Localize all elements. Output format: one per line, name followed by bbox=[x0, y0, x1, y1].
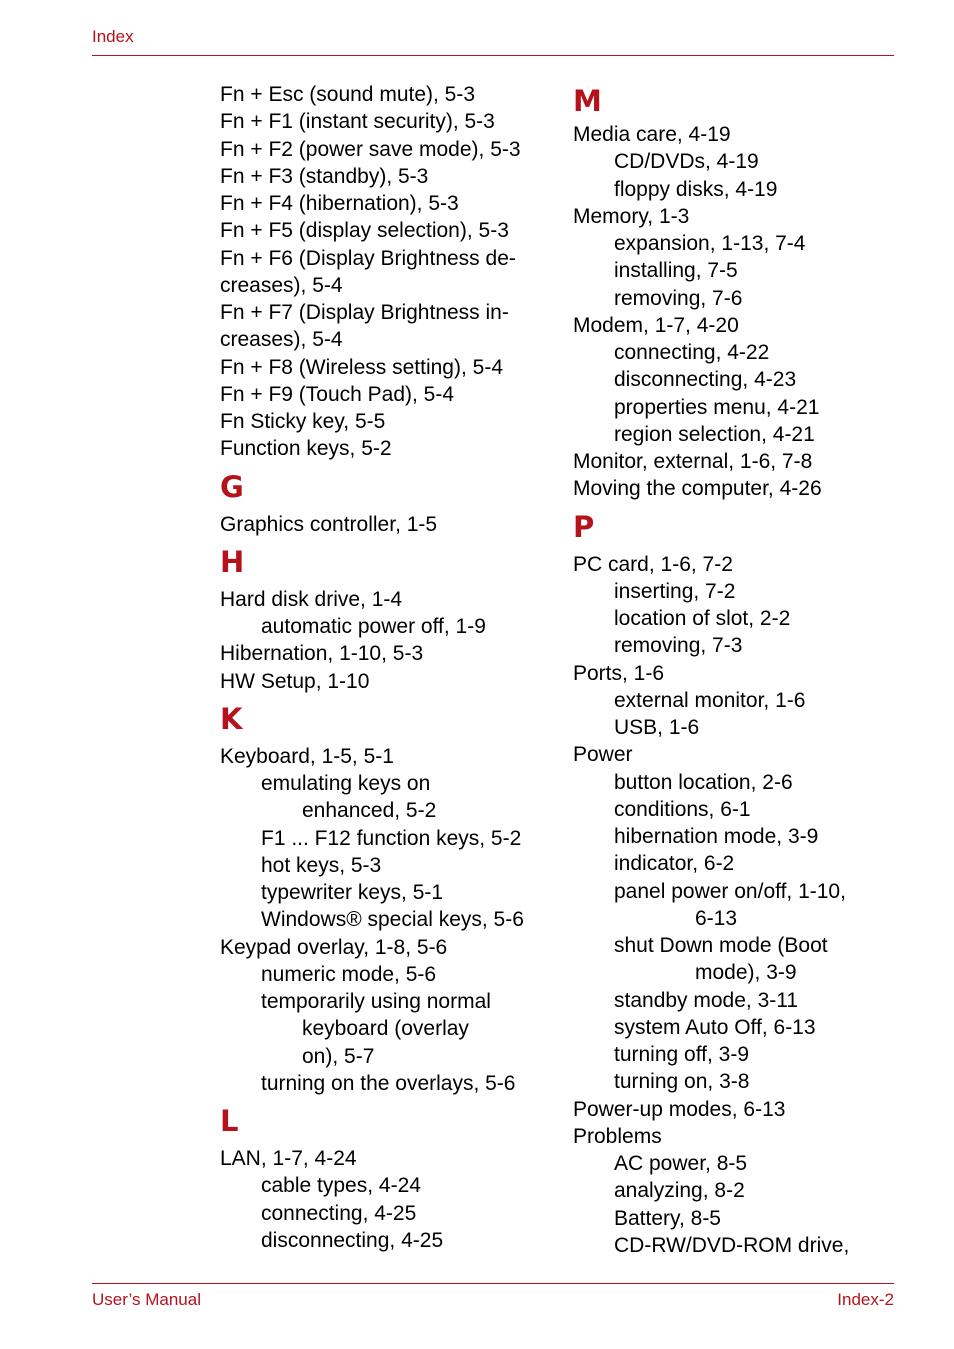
page-number: Index-2 bbox=[837, 1290, 894, 1309]
index-subentry: location of slot, 2-2 bbox=[614, 607, 791, 630]
footer-manual-title: User’s Manual bbox=[92, 1290, 201, 1309]
index-subentry: CD/DVDs, 4-19 bbox=[614, 150, 759, 174]
index-entry: creases), 5-4 bbox=[220, 273, 343, 297]
index-entry: Moving the computer, 4-26 bbox=[573, 477, 822, 501]
index-subentry: turning on the overlays, 5-6 bbox=[261, 1071, 516, 1095]
index-subentry: system Auto Off, 6-13 bbox=[614, 1015, 816, 1039]
index-subentry: disconnecting, 4-23 bbox=[614, 368, 797, 392]
index-subentry: enhanced, 5-2 bbox=[302, 799, 437, 823]
index-entry: Fn + F9 (Touch Pad), 5-4 bbox=[220, 382, 455, 406]
index-entry: Problems bbox=[573, 1124, 662, 1148]
index-subentry: removing, 7-3 bbox=[614, 634, 743, 658]
index-subentry: CD-RW/DVD-ROM drive, bbox=[614, 1233, 850, 1257]
index-entry: Hibernation, 1-10, 5-3 bbox=[220, 642, 424, 666]
index-entry: Power bbox=[573, 743, 633, 767]
index-entry: Fn + F3 (standby), 5-3 bbox=[220, 164, 429, 188]
index-entry: Function keys, 5-2 bbox=[220, 437, 392, 461]
index-subentry: shut Down mode (Boot bbox=[614, 934, 828, 957]
index-subentry: connecting, 4-25 bbox=[261, 1201, 417, 1225]
index-subentry: cable types, 4-24 bbox=[261, 1174, 421, 1198]
index-subentry: mode), 3-9 bbox=[695, 961, 797, 985]
index-subentry: turning off, 3-9 bbox=[614, 1043, 750, 1066]
index-entry: LAN, 1-7, 4-24 bbox=[220, 1147, 357, 1170]
index-entry: Power-up modes, 6-13 bbox=[573, 1097, 786, 1121]
index-entry: Fn + F4 (hibernation), 5-3 bbox=[220, 192, 459, 215]
index-subentry: inserting, 7-2 bbox=[614, 579, 736, 603]
index-subentry: panel power on/off, 1-10, bbox=[614, 879, 846, 903]
index-subentry: AC power, 8-5 bbox=[614, 1152, 748, 1175]
index-entry: Ports, 1-6 bbox=[573, 661, 665, 685]
index-subentry: external monitor, 1-6 bbox=[614, 688, 806, 712]
index-subentry: on), 5-7 bbox=[302, 1044, 375, 1068]
index-entry: Monitor, external, 1-6, 7-8 bbox=[573, 450, 813, 473]
index-entry: Memory, 1-3 bbox=[573, 204, 690, 228]
index-subentry: automatic power off, 1-9 bbox=[261, 615, 486, 638]
index-entry: Fn + F1 (instant security), 5-3 bbox=[220, 110, 495, 134]
index-subentry: region selection, 4-21 bbox=[614, 422, 815, 446]
index-section-letter: L bbox=[220, 1104, 239, 1138]
index-subentry: standby mode, 3-11 bbox=[614, 988, 799, 1012]
index-subentry: disconnecting, 4-25 bbox=[261, 1228, 444, 1252]
index-section-letter: P bbox=[573, 509, 595, 544]
index-subentry: button location, 2-6 bbox=[614, 770, 793, 794]
index-entry: Fn + F8 (Wireless setting), 5-4 bbox=[220, 355, 503, 379]
header-rule bbox=[92, 55, 894, 56]
index-subentry: expansion, 1-13, 7-4 bbox=[614, 232, 806, 255]
index-entry: Keyboard, 1-5, 5-1 bbox=[220, 744, 394, 768]
index-subentry: conditions, 6-1 bbox=[614, 797, 751, 821]
index-column-left bbox=[220, 81, 550, 1254]
index-subentry: installing, 7-5 bbox=[614, 259, 738, 283]
index-subentry: hibernation mode, 3-9 bbox=[614, 825, 819, 848]
index-subentry: keyboard (overlay bbox=[302, 1017, 469, 1041]
index-section-letter: G bbox=[220, 469, 244, 504]
index-entry: PC card, 1-6, 7-2 bbox=[573, 552, 733, 576]
index-entry: Fn + F7 (Display Brightness in- bbox=[220, 301, 509, 324]
index-subentry: properties menu, 4-21 bbox=[614, 395, 820, 419]
index-entry: HW Setup, 1-10 bbox=[220, 669, 370, 693]
index-section-letter: H bbox=[220, 544, 245, 579]
index-subentry: F1 ... F12 function keys, 5-2 bbox=[261, 826, 522, 850]
index-subentry: Battery, 8-5 bbox=[614, 1206, 721, 1230]
index-entry: Fn + F5 (display selection), 5-3 bbox=[220, 219, 509, 243]
index-subentry: indicator, 6-2 bbox=[614, 852, 735, 876]
index-column-right bbox=[573, 81, 903, 1259]
index-section-letter: K bbox=[220, 701, 243, 736]
index-entry: Fn Sticky key, 5-5 bbox=[220, 410, 386, 433]
index-subentry: floppy disks, 4-19 bbox=[614, 177, 778, 201]
index-subentry: emulating keys on bbox=[261, 772, 431, 795]
index-section-letter: M bbox=[573, 84, 602, 118]
index-subentry: temporarily using normal bbox=[261, 990, 491, 1013]
index-subentry: USB, 1-6 bbox=[614, 716, 700, 739]
index-subentry: numeric mode, 5-6 bbox=[261, 962, 437, 986]
footer-rule bbox=[92, 1283, 894, 1284]
index-subentry: connecting, 4-22 bbox=[614, 341, 770, 364]
index-entry: Media care, 4-19 bbox=[573, 123, 731, 146]
index-subentry: removing, 7-6 bbox=[614, 286, 743, 310]
index-subentry: Windows® special keys, 5-6 bbox=[261, 908, 524, 932]
index-entry: Modem, 1-7, 4-20 bbox=[573, 313, 739, 337]
index-entry: Hard disk drive, 1-4 bbox=[220, 587, 403, 611]
running-header: Index bbox=[92, 27, 134, 46]
index-entry: Graphics controller, 1-5 bbox=[220, 512, 438, 536]
index-subentry: hot keys, 5-3 bbox=[261, 853, 382, 877]
index-subentry: analyzing, 8-2 bbox=[614, 1179, 745, 1203]
index-entry: Fn + F2 (power save mode), 5-3 bbox=[220, 137, 521, 161]
index-entry: creases), 5-4 bbox=[220, 328, 343, 352]
index-subentry: typewriter keys, 5-1 bbox=[261, 881, 444, 904]
index-entry: Fn + Esc (sound mute), 5-3 bbox=[220, 83, 476, 106]
index-entry: Keypad overlay, 1-8, 5-6 bbox=[220, 935, 448, 959]
index-entry: Fn + F6 (Display Brightness de- bbox=[220, 246, 516, 270]
index-subentry: turning on, 3-8 bbox=[614, 1070, 750, 1094]
index-subentry: 6-13 bbox=[695, 906, 738, 930]
